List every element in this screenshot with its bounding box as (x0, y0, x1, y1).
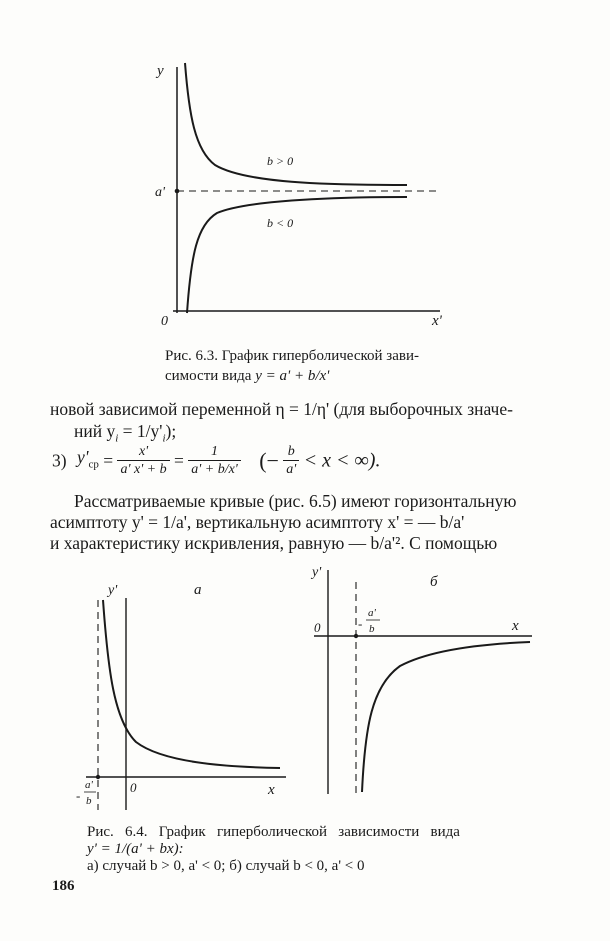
fig64b-asym-num: a' (368, 607, 376, 619)
fig64a-asym-dot (96, 775, 100, 779)
figure-6-4-a (72, 570, 292, 820)
fig64a-y-label: y' (108, 583, 118, 598)
fig64a-panel-label: а (194, 582, 202, 598)
figure-6-3 (145, 55, 445, 345)
fig63-asymptote-dot (175, 189, 180, 194)
fig64b-asym-minus: - (358, 616, 363, 631)
equation-3: 3) $y'_{ср}$ = $\frac{x'}{a' x' + b}$ = $\frac{1}{a' + b/x'}$ (− $\frac{b}{a'}$ < x < ∞). (52, 444, 381, 477)
fig64a-curve (103, 600, 280, 768)
text-line-2: ний $y_i = 1/y'_i$); (74, 421, 177, 445)
fig64b-asym-dot (354, 634, 358, 638)
fig64-caption-line1: Рис. 6.4. График гиперболической зависимости вида (87, 824, 460, 840)
fig64b-origin: 0 (314, 620, 321, 635)
eq-frac-2: $\frac{1}{a' + b/x'}$ (188, 443, 241, 478)
para-line-2: асимптоту y' = 1/a', вертикальную асимптоту x' = — b/a' (50, 512, 465, 532)
fig63-curve-upper (185, 63, 407, 185)
eq-frac-1: $\frac{x'}{a' x' + b}$ (117, 443, 169, 478)
fig64a-asym-den: b (86, 795, 92, 807)
fig64b-curve (362, 642, 530, 792)
para-line-1: Рассматриваемые кривые (рис. 6.5) имеют горизонтальную (74, 491, 517, 511)
fig64b-y-label: y' (312, 565, 322, 580)
fig63-x-label: x' (432, 313, 442, 329)
eq-number: 3) (52, 450, 67, 471)
fig64b-asym-den: b (369, 623, 375, 635)
page-number: 186 (52, 878, 75, 894)
text-line-1: новой зависимой переменной η = 1/η' (для выборочных значе- (50, 399, 513, 419)
fig64b-panel-label: б (430, 574, 438, 590)
fig64-caption-line3: а) случай b > 0, a' < 0; б) случай b < 0, a' < 0 (87, 858, 365, 874)
fig63-upper-label: b > 0 (267, 154, 294, 168)
fig63-lower-label: b < 0 (267, 216, 294, 230)
para-line-3: и характеристику искривления, равную — b/a'². С помощью (50, 533, 498, 553)
eq-range-frac: $\frac{b}{a'}$ (283, 443, 299, 478)
fig64b-x-label: x (512, 618, 519, 634)
fig63-caption-line2: симости вида y = a' + b/x' (165, 368, 330, 384)
fig64a-x-label: x (268, 782, 275, 798)
fig64a-origin: 0 (130, 780, 137, 795)
fig63-asym-label: a' (155, 185, 165, 200)
fig64a-asym-minus: - (76, 788, 81, 803)
fig63-caption-line1: Рис. 6.3. График гиперболической зави- (165, 348, 419, 364)
fig64a-asym-num: a' (85, 779, 93, 791)
fig64-caption-line2: y' = 1/(a' + bx): (87, 841, 184, 857)
fig63-caption (165, 346, 465, 386)
fig63-y-label: y (157, 63, 164, 79)
fig64-caption (87, 822, 547, 876)
fig63-origin-label: 0 (161, 314, 168, 329)
eq-lhs: $y'_{ср}$ (76, 446, 99, 471)
fig63-curve-lower (187, 197, 407, 313)
figure-6-4-b (300, 556, 540, 796)
